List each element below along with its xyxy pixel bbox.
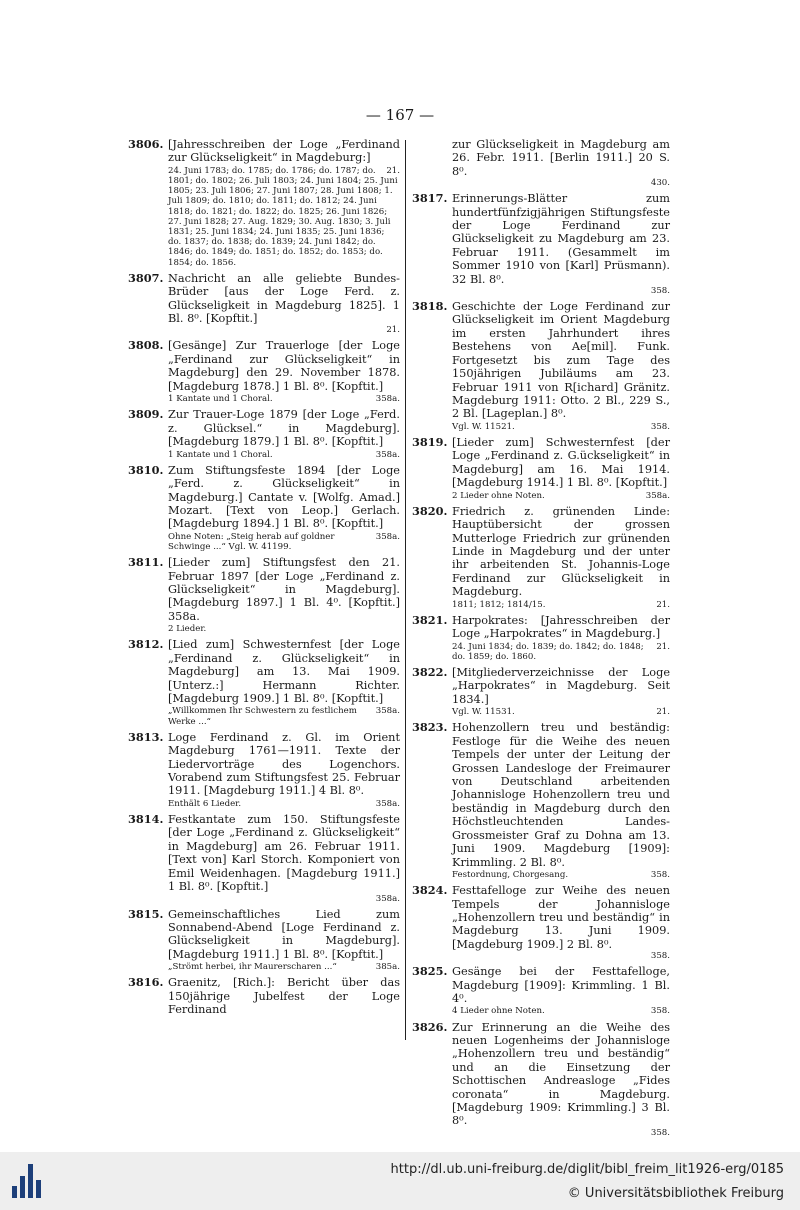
entry-note-text: „Strömt herbei, ihr Maurerscharen ...“ <box>168 962 337 973</box>
entry-note <box>452 491 670 501</box>
entry-note-ref: 358a. <box>375 449 400 460</box>
entry-note-ref: 358. <box>650 1006 670 1017</box>
entry-note <box>452 642 670 662</box>
entry <box>128 339 400 404</box>
entry <box>128 408 400 459</box>
entry-note-ref: 358a. <box>375 394 400 405</box>
entry-note <box>168 962 400 972</box>
entry-number: 3808. <box>128 338 164 353</box>
column-divider <box>405 140 406 1040</box>
entry-number: 3826. <box>412 1019 448 1034</box>
entry-number: 3809. <box>128 407 164 422</box>
entry-text: Geschichte der Loge Ferdinand zur Glückseligkeit im Orient Magdeburg im ersten Jahrhundert ihres Bestehens von Ae[mil]. Funk. Fortgesetzt bis zum Tage des 150jährigen Jubiläums am 23. Februar 1911 von R[ichard] Gränitz. Magdeburg 1911: Otto. 2 Bl., 229 S., 2 Bl. [Lageplan.] 8⁰. <box>452 300 670 421</box>
entry-note <box>168 532 400 552</box>
entry-note-ref: 358a. <box>645 490 670 501</box>
entry-note-text: 24. Juni 1783; do. 1785; do. 1786; do. 1787; do. 1801; do. 1802; 26. Juli 1803; 24. Juni 1804; 25. Juni 1805; 23. Juli 1806; 27. Juni 1807; 28. Juni 1808; 1. Juli 1809; do. 1810; do. 1811; do. 1812; 24. Juni 1818; do. 1821; do. 1822; do. 1825; 26. Juni 1826; 27. Juni 1828; 27. Aug. 1829; 30. Aug. 1830; 3. Juli 1831; 25. Juni 1834; 24. Juni 1835; 25. Juni 1836; do. 1837; do. 1838; do. 1839; 24. Juni 1842; do. 1846; do. 1849; do. 1851; do. 1852; do. 1853; do. 1854; do. 1856. <box>168 165 398 268</box>
entry <box>128 908 400 973</box>
entry-note <box>168 450 400 460</box>
entry <box>128 556 400 634</box>
entry-number: 3817. <box>412 191 448 206</box>
viewer-footer <box>0 1152 800 1210</box>
entry-note <box>168 799 400 809</box>
entry-number: 3818. <box>412 299 448 314</box>
entry-text: [Gesänge] Zur Trauerloge [der Loge „Ferdinand zur Glückseligkeit“ in Magdeburg] den 29. November 1878. [Magdeburg 1878.] 1 Bl. 8⁰. [Kopftit.] <box>168 339 400 393</box>
entry-note-text: 1 Kantate und 1 Choral. <box>168 449 273 460</box>
entry <box>412 965 670 1016</box>
entry-note-ref: 358a. <box>375 798 400 809</box>
entry-note-ref: 21. <box>656 641 670 652</box>
entry <box>128 272 400 336</box>
entry <box>128 731 400 809</box>
entry-text: [Lieder zum] Stiftungsfest den 21. Februar 1897 [der Loge „Ferdinand z. Glückseligkeit“ in Magdeburg]. [Magdeburg 1897.] 1 Bl. 4⁰. [Kopftit.] 358a. <box>168 556 400 623</box>
entry-number: 3823. <box>412 720 448 735</box>
entry-ref: 358. <box>650 286 670 297</box>
entry-number: 3822. <box>412 665 448 680</box>
entry-number: 3824. <box>412 883 448 898</box>
entry <box>412 721 670 880</box>
entry-note-text: 4 Lieder ohne Noten. <box>452 1006 545 1017</box>
entry-text: Zur Erinnerung an die Weihe des neuen Logenheims der Johannisloge „Hohenzollern treu und beständig“ und an die Einsetzung der Schottischen Andreasloge „Fides coronata“ in Magdeburg. [Magdeburg 1909: Krimmling.] 3 Bl. 8⁰. <box>452 1020 670 1128</box>
continuation-text: zur Glückseligkeit in Magdeburg am 26. Febr. 1911. [Berlin 1911.] 20 S. 8⁰. <box>452 138 670 178</box>
entry-number: 3811. <box>128 555 164 570</box>
entry-note-ref: 358. <box>650 869 670 880</box>
entry-text: [Jahresschreiben der Loge „Ferdinand zur Glückseligkeit“ in Magdeburg:] <box>168 138 400 165</box>
entry-number: 3810. <box>128 462 164 477</box>
permalink-url[interactable]: http://dl.ub.uni-freiburg.de/diglit/bibl_freim_lit1926-erg/0185 <box>390 1162 784 1177</box>
entry-note-ref: 21. <box>656 707 670 718</box>
entry-note-ref: 385a. <box>375 962 400 973</box>
entry-note-text: 1811; 1812; 1814/15. <box>452 599 546 610</box>
entry-text: Gemeinschaftliches Lied zum Sonnabend-Abend [Loge Ferdinand z. Glückseligkeit in Magdeburg]. [Magdeburg 1911.] 1 Bl. 8⁰. [Kopftit.] <box>168 907 400 961</box>
copyright-notice: © Universitätsbibliothek Freiburg <box>567 1186 784 1201</box>
entry-note-text: Enthält 6 Lieder. <box>168 798 242 809</box>
entry <box>412 666 670 717</box>
entry-text: [Lieder zum] Schwesternfest [der Loge „Ferdinand z. G.ückseligkeit“ in Magdeburg] am 16. Mai 1914. [Magdeburg 1914.] 1 Bl. 8⁰. [Kopftit.] <box>452 435 670 490</box>
entry-text: Zum Stiftungsfeste 1894 [der Loge „Ferd. z. Glückseligkeit“ in Magdeburg.] Cantate v. [Wolfg. Amad.] Mozart. [Text von Leop.] Gerlach. [Magdeburg 1894.] 1 Bl. 8⁰. [Kopftit.] <box>168 463 400 531</box>
entry-note-ref: 358. <box>650 421 670 432</box>
entry <box>128 976 400 1016</box>
entry-note <box>168 394 400 404</box>
entry-text: [Lied zum] Schwesternfest [der Loge „Ferdinand z. Glückseligkeit“ in Magdeburg] am 13. Mai 1909. [Unterz.:] Hermann Richter. [Magdeburg 1909.] 1 Bl. 8⁰. [Kopftit.] <box>168 638 400 706</box>
entry <box>412 192 670 296</box>
entry <box>412 614 670 662</box>
entry-number: 3806. <box>128 137 164 151</box>
entry <box>412 300 670 432</box>
entry-note-text: Vgl. W. 11531. <box>452 707 515 718</box>
entry-text: Graenitz, [Rich.]: Bericht über das 150jährige Jubelfest der Loge Ferdinand <box>168 976 400 1017</box>
entry-note <box>452 600 670 610</box>
entry-ref: 358. <box>650 1127 670 1138</box>
entry <box>412 505 670 610</box>
continuation-ref: 430. <box>650 178 670 189</box>
entry-note <box>168 624 400 634</box>
library-logo-icon <box>12 1164 42 1198</box>
entry-number: 3813. <box>128 729 164 744</box>
entry-text: Friedrich z. grünenden Linde: Hauptübersicht der grossen Mutterloge Friedrich zur grünenden Linde in Magdeburg und der unter ihr arbeitenden St. Johannis-Loge Ferdinand zur Glückseligkeit in Magdeburg. <box>452 504 670 599</box>
entry-number: 3816. <box>128 975 164 990</box>
entry <box>128 638 400 726</box>
entry-note <box>452 1006 670 1016</box>
left-column <box>128 138 400 1021</box>
entry-note-text: 2 Lieder ohne Noten. <box>452 490 545 501</box>
entry <box>412 884 670 961</box>
entry-ref: 21. <box>386 325 400 336</box>
entry <box>412 1021 670 1138</box>
entry-number: 3807. <box>128 270 164 285</box>
entry-ref: 358a. <box>375 893 400 904</box>
entry-note-text: Vgl. W. 11521. <box>452 421 515 432</box>
entry-text: Hohenzollern treu und beständig: Festloge für die Weihe des neuen Tempels der unter der Leitung der Grossen Landesloge der Freimaurer von Deutschland arbeitenden Johannisloge Hohenzollern treu und beständig in Magdeburg durch den Höchstleuchtenden Landes-Grossmeister Graf zu Dohna am 13. Juni 1909. Magdeburg [1909]: Krimmling. 2 Bl. 8⁰. <box>452 721 670 869</box>
entry-continuation <box>412 138 670 188</box>
entry-note-ref: 358a. <box>375 706 400 717</box>
entry-note-text: 2 Lieder. <box>168 624 207 635</box>
entry-note <box>168 706 400 726</box>
entry <box>128 813 400 903</box>
entry-note-text: „Willkommen Ihr Schwestern zu festlichem Werke ...“ <box>168 706 357 727</box>
entry-note-ref: 21. <box>386 165 400 176</box>
entry-note <box>168 166 400 268</box>
entry <box>128 464 400 552</box>
entry-number: 3825. <box>412 964 448 979</box>
entry-note-ref: 21. <box>656 599 670 610</box>
right-column <box>412 138 670 1142</box>
entry-text: Loge Ferdinand z. Gl. im Orient Magdeburg 1761—1911. Texte der Liedervorträge des Logenchors. Vorabend zum Stiftungsfest 25. Februar 1911. [Magdeburg 1911.] 4 Bl. 8⁰. <box>168 730 400 798</box>
entry-number: 3814. <box>128 812 164 827</box>
entry-text: [Mitgliederverzeichnisse der Loge „Harpokrates“ in Magdeburg. Seit 1834.] <box>452 666 670 706</box>
entry-note-text: 1 Kantate und 1 Choral. <box>168 394 273 405</box>
entry-number: 3820. <box>412 503 448 518</box>
entry-text: Nachricht an alle geliebte Bundes-Brüder [aus der Loge Ferd. z. Glückseligkeit in Magdeburg 1825]. 1 Bl. 8⁰. [Kopftit.] <box>168 271 400 326</box>
entry-text: Festkantate zum 150. Stiftungsfeste [der Loge „Ferdinand z. Glückseligkeit“ in Magdeburg] am 26. Februar 1911. [Text von] Karl Storch. Komponiert von Emil Weidenhagen. [Magdeburg 1911.] 1 Bl. 8⁰. [Kopftit.] <box>168 813 400 894</box>
entry-note <box>452 870 670 880</box>
entry-note <box>452 707 670 717</box>
entry-ref: 358. <box>650 951 670 962</box>
entry-note <box>452 422 670 432</box>
entry-note-text: Festordnung, Chorgesang. <box>452 869 569 880</box>
entry-number: 3821. <box>412 612 448 627</box>
entry-note-text: 24. Juni 1834; do. 1839; do. 1842; do. 1848; do. 1859; do. 1860. <box>452 641 644 662</box>
entry-number: 3815. <box>128 906 164 921</box>
entry-text: Festtafelloge zur Weihe des neuen Tempels der Johannisloge „Hohenzollern treu und beständig“ in Magdeburg 13. Juni 1909. [Magdeburg 1909.] 2 Bl. 8⁰. <box>452 884 670 951</box>
entry-note-ref: 358a. <box>375 531 400 542</box>
entry <box>412 436 670 501</box>
entry-text: Gesänge bei der Festtafelloge, Magdeburg [1909]: Krimmling. 1 Bl. 4⁰. <box>452 965 670 1005</box>
page-number: — 167 — <box>365 106 435 124</box>
entry-number: 3812. <box>128 637 164 652</box>
entry-text: Erinnerungs-Blätter zum hundertfünfzigjährigen Stiftungsfeste der Loge Ferdinand zur Glückseligkeit zu Magdeburg am 23. Februar 1911. (Gesammelt im Sommer 1910 von [Karl] Prüsmann). 32 Bl. 8⁰. <box>452 192 670 286</box>
entry-note-text: Ohne Noten: „Steig herab auf goldner Schwinge ...“ Vgl. W. 41199. <box>168 531 335 552</box>
entry <box>128 138 400 268</box>
entry-text: Harpokrates: [Jahresschreiben der Loge „Harpokrates“ in Magdeburg.] <box>452 613 670 641</box>
entry-number: 3819. <box>412 434 448 449</box>
entry-text: Zur Trauer-Loge 1879 [der Loge „Ferd. z. Glücksel.“ in Magdeburg]. [Magdeburg 1879.] 1 Bl. 8⁰. [Kopftit.] <box>168 408 400 449</box>
